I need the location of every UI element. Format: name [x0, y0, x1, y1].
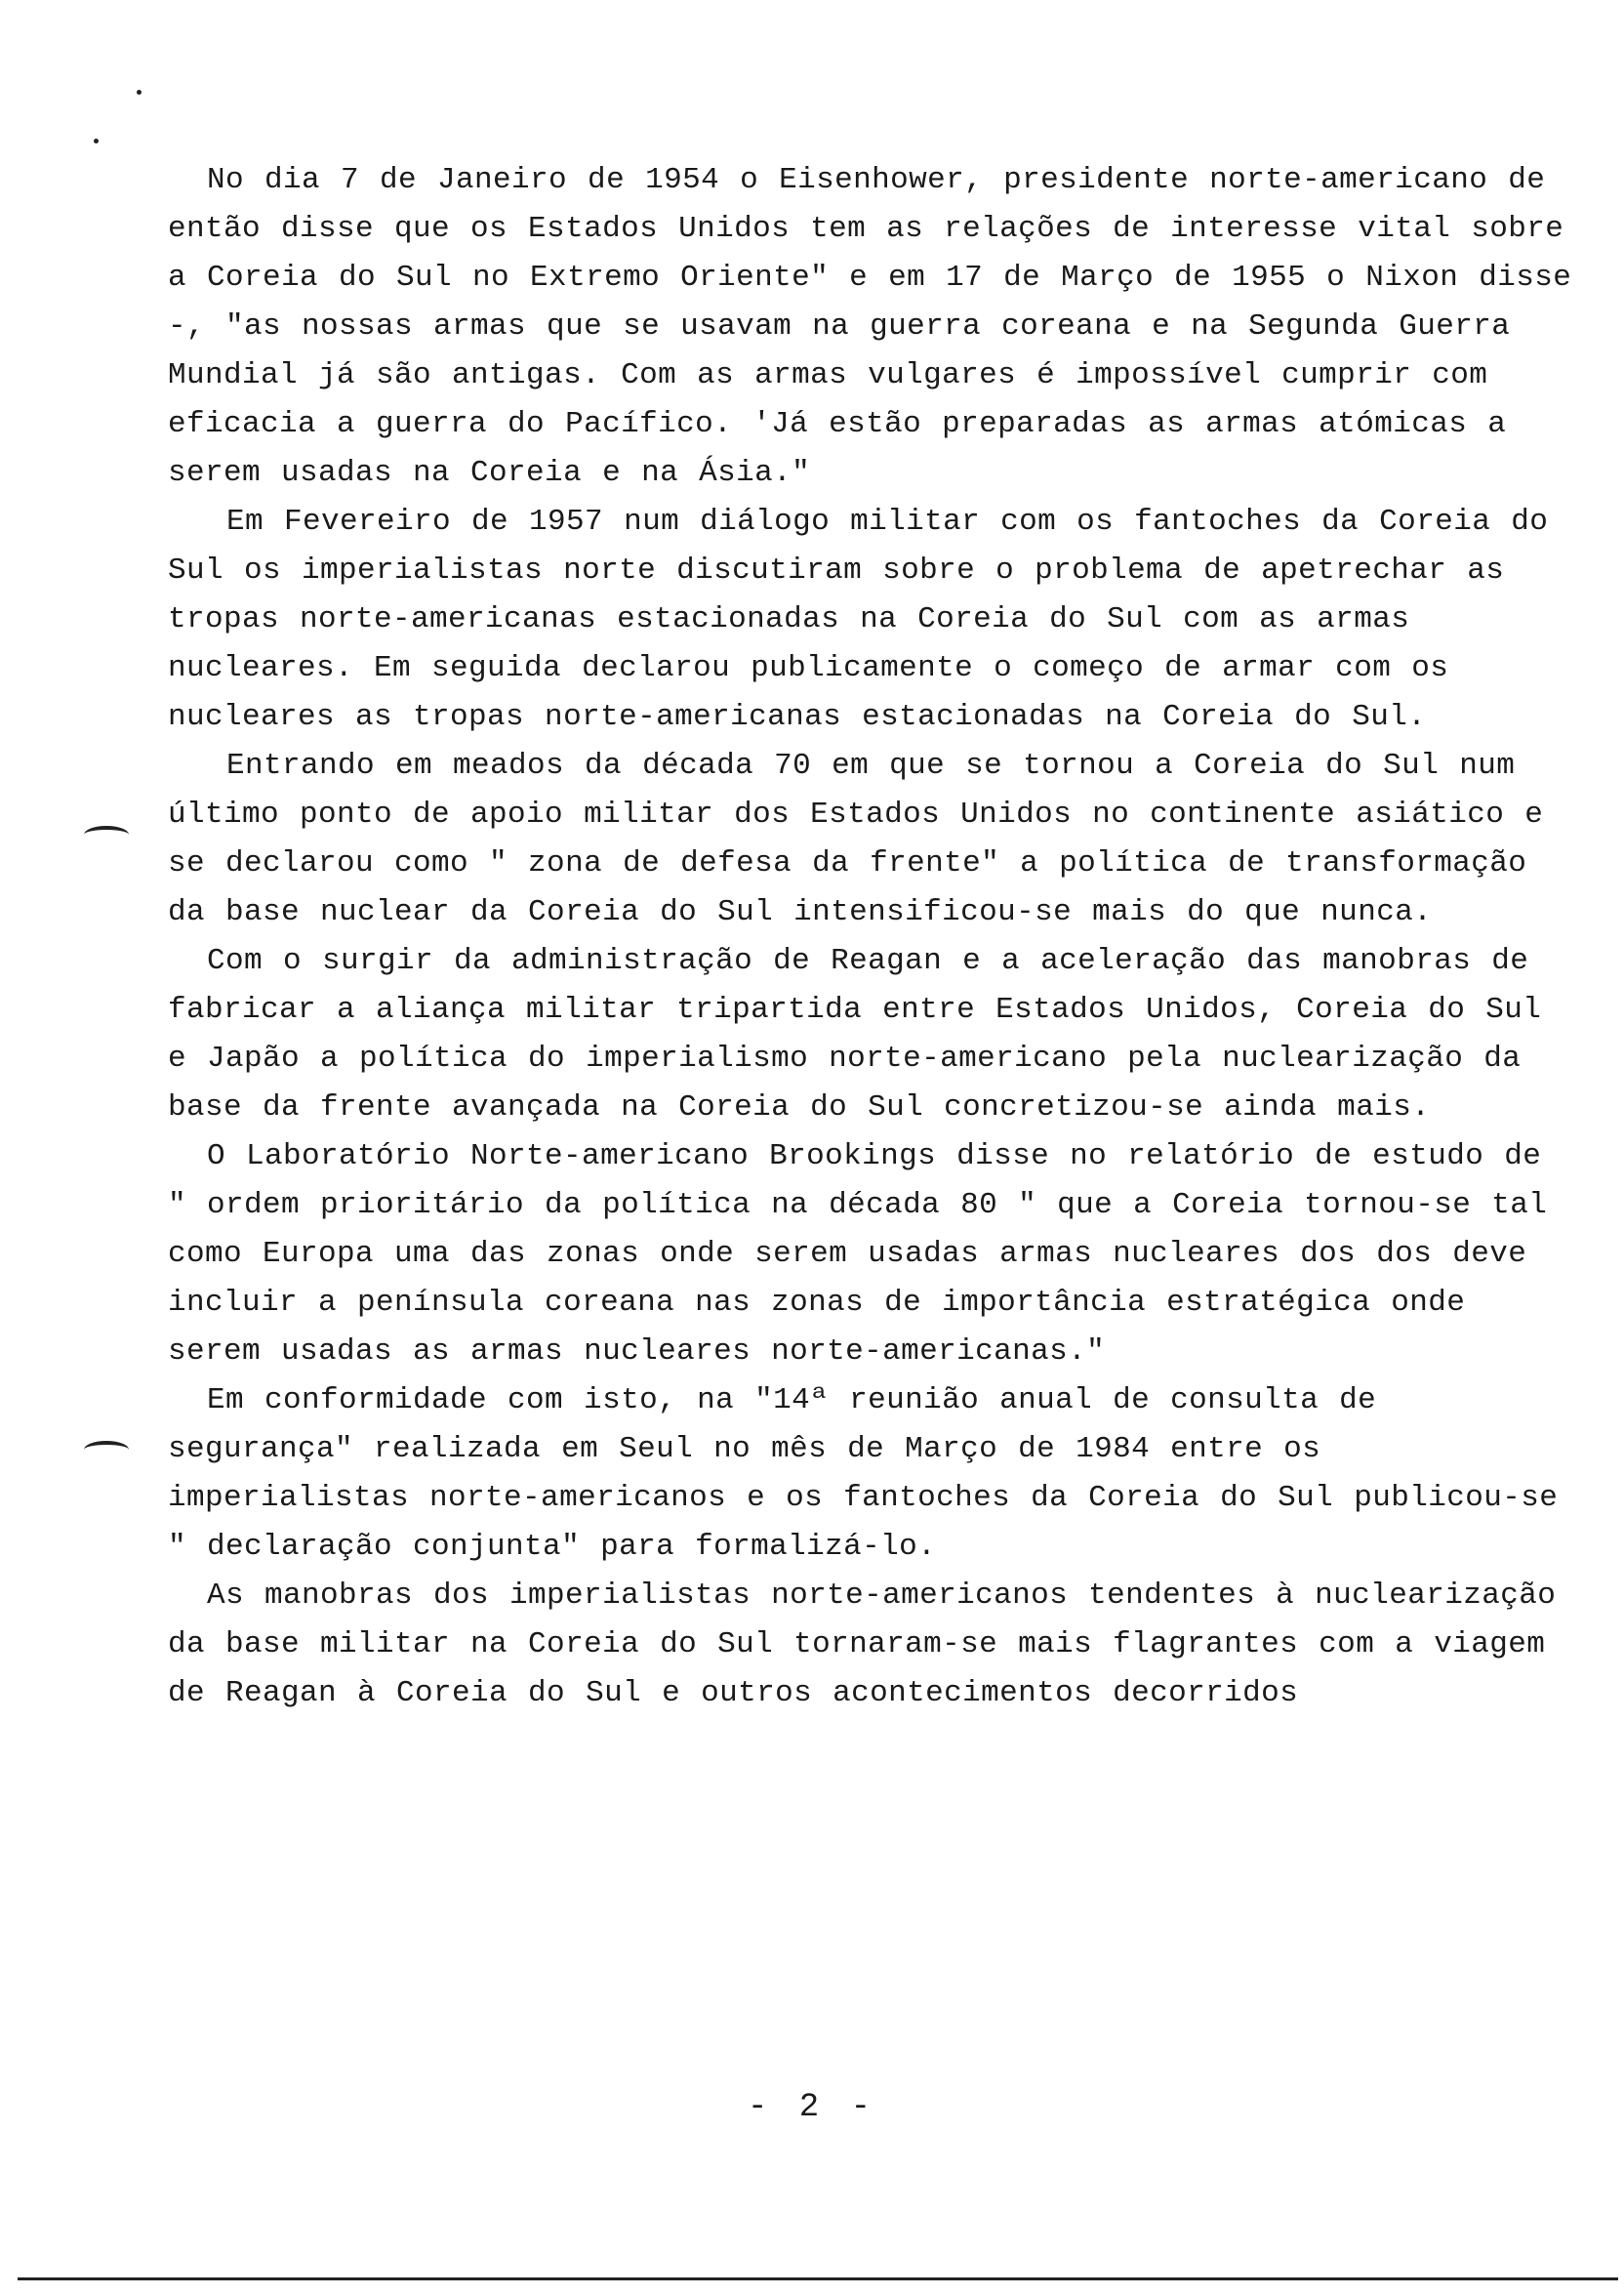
punch-hole-mark [84, 826, 129, 843]
punch-hole-mark [84, 1441, 129, 1458]
body-text [168, 156, 1573, 1718]
page-number: - 2 - [747, 2089, 877, 2126]
scan-speck [94, 139, 99, 144]
paragraph-4: Com o surgir da administração de Reagan e a aceleração das manobras de fabricar a aliança militar tripartida entre Estados Unidos, Coreia do Sul e Japão a política do imperialismo norte-americano pela nuclearização da base da frente avançada na Coreia do Sul concretizou-se ainda mais. [168, 944, 1542, 1125]
footer-rule [18, 2277, 1618, 2280]
paragraph-3: Entrando em meados da década 70 em que se tornou a Coreia do Sul num último ponto de apoio militar dos Estados Unidos no continente asiático e se declarou como " zona de defesa da frente" a política de transformação da base nuclear da Coreia do Sul intensificou-se mais do que nunca. [168, 749, 1544, 929]
scan-speck [137, 90, 142, 95]
paragraph-7: As manobras dos imperialistas norte-americanos tendentes à nuclearização da base militar na Coreia do Sul tornaram-se mais flagrantes com a viagem de Reagan à Coreia do Sul e outros acontecimentos decorridos [168, 1578, 1557, 1710]
paragraph-2: Em Fevereiro de 1957 num diálogo militar com os fantoches da Coreia do Sul os imperialistas norte discutiram sobre o problema de apetrechar as tropas norte-americanas estacionadas na Coreia do Sul com as armas nucleares. Em seguida declarou publicamente o começo de armar com os nucleares as tropas norte-americanas estacionadas na Coreia do Sul. [168, 505, 1549, 734]
paragraph-6: Em conformidade com isto, na "14ª reunião anual de consulta de segurança" realizada em Seul no mês de Março de 1984 entre os imperialistas norte-americanos e os fantoches da Coreia do Sul publicou-se " declaração conjunta" para formalizá-lo. [168, 1383, 1559, 1564]
paragraph-5: O Laboratório Norte-americano Brookings disse no relatório de estudo de " ordem prioritário da política na década 80 " que a Coreia tornou-se tal como Europa uma das zonas onde serem usadas armas nucleares dos dos deve incluir a península coreana nas zonas de importância estratégica onde serem usadas as armas nucleares norte-americanas." [168, 1139, 1548, 1369]
paragraph-1: No dia 7 de Janeiro de 1954 o Eisenhower, presidente norte-americano de então disse que os Estados Unidos tem as relações de interesse vital sobre a Coreia do Sul no Extremo Oriente" e em 17 de Março de 1955 o Nixon disse -, "as nossas armas que se usavam na guerra coreana e na Segunda Guerra Mundial já são antigas. Com as armas vulgares é impossível cumprir com eficacia a guerra do Pacífico. 'Já estão preparadas as armas atómicas a serem usadas na Coreia e na Ásia." [168, 163, 1572, 490]
